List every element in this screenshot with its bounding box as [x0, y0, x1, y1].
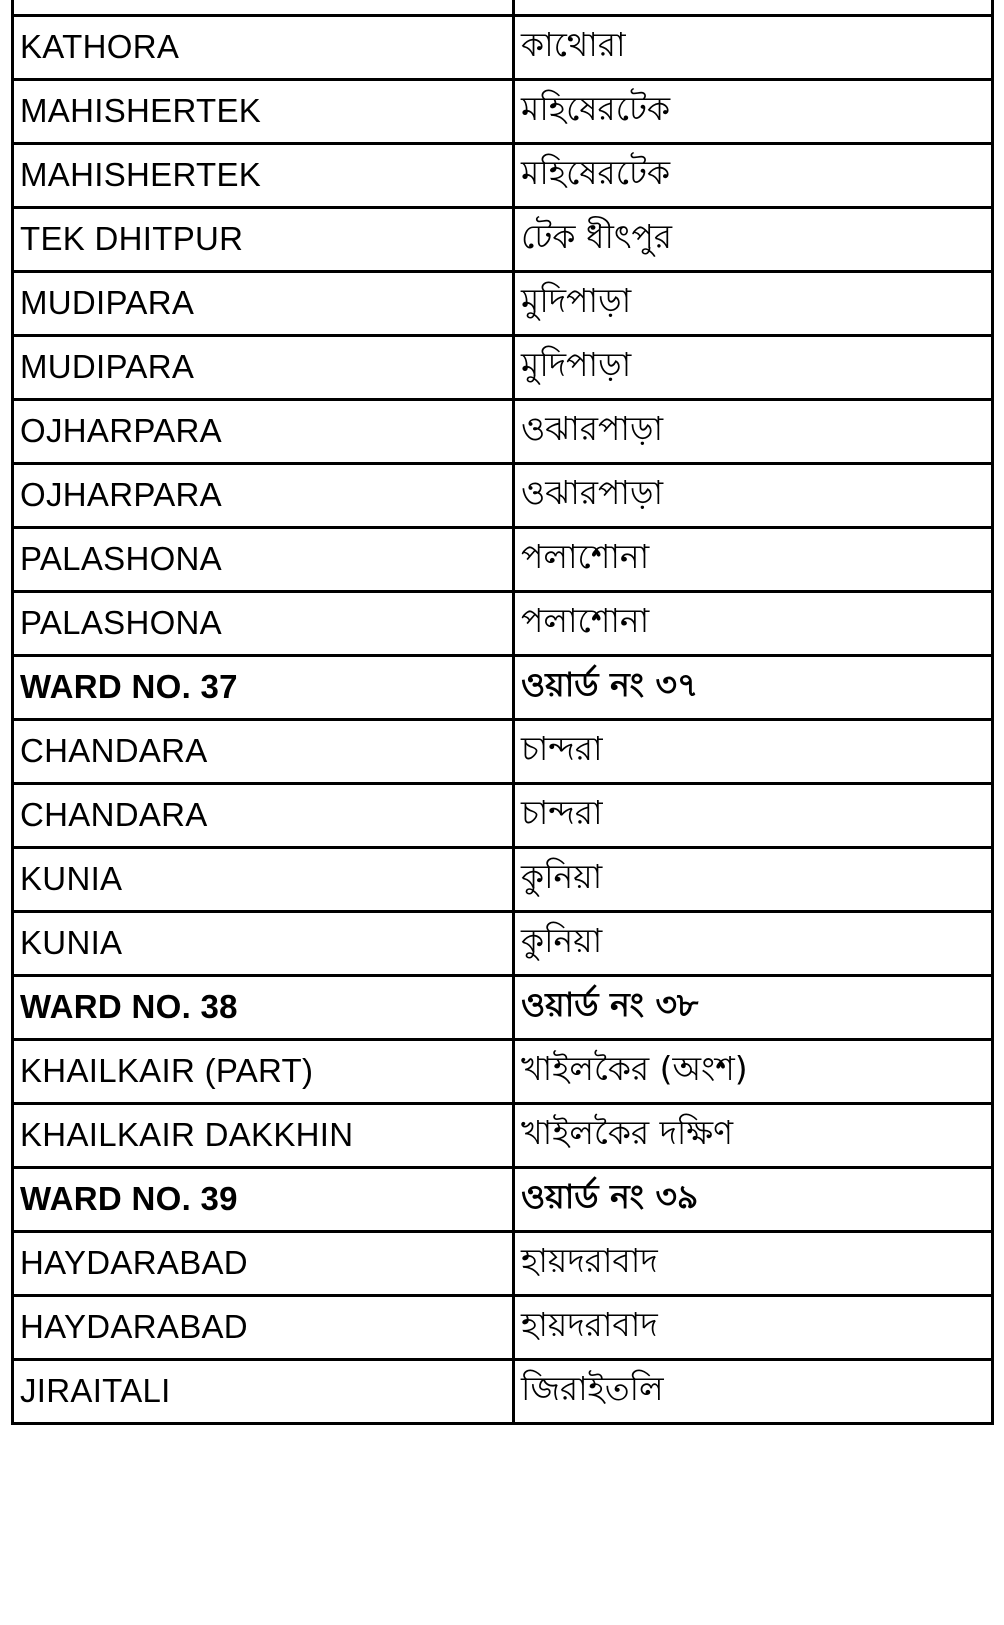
english-name-cell	[13, 271, 514, 335]
english-name-cell	[13, 527, 514, 591]
table-row	[13, 1039, 993, 1103]
place-name-english: OJHARPARA	[20, 412, 222, 449]
table-row	[13, 1103, 993, 1167]
table-row	[13, 527, 993, 591]
place-name-bengali: হায়দরাবাদ	[521, 1305, 658, 1344]
english-name-cell	[13, 719, 514, 783]
place-name-bengali: পলাশোনা	[521, 537, 650, 576]
ward-heading-row	[13, 1167, 993, 1231]
place-name-english: PALASHONA	[20, 604, 222, 641]
cut-off-cell-bengali	[514, 0, 993, 15]
place-name-bengali: হায়দরাবাদ	[521, 1241, 658, 1280]
place-name-english: TEK DHITPUR	[20, 220, 244, 257]
bengali-name-cell	[514, 783, 993, 847]
place-name-english: MUDIPARA	[20, 284, 195, 321]
place-name-english: KUNIA	[20, 924, 123, 961]
place-name-bengali: চান্দরা	[521, 793, 603, 832]
place-name-bengali: মহিষেরটেক	[521, 89, 671, 128]
place-name-bengali: মহিষেরটেক	[521, 153, 671, 192]
place-name-bengali: জিরাইতলি	[521, 1369, 664, 1408]
place-name-bengali: খাইলকৈর দক্ষিণ	[521, 1113, 734, 1152]
bengali-name-cell	[514, 591, 993, 655]
place-name-table-container	[11, 0, 991, 1425]
english-name-cell	[13, 79, 514, 143]
place-name-english: HAYDARABAD	[20, 1308, 248, 1345]
ward-label-bengali: ওয়ার্ড নং ৩৯	[521, 1177, 699, 1216]
bengali-name-cell	[514, 911, 993, 975]
place-name-table	[11, 0, 994, 1425]
ward-label-english: WARD NO. 39	[20, 1180, 238, 1217]
place-name-english: MAHISHERTEK	[20, 156, 262, 193]
cut-off-cell-english	[13, 0, 514, 15]
english-name-cell	[13, 1231, 514, 1295]
table-row	[13, 911, 993, 975]
english-name-cell	[13, 143, 514, 207]
english-name-cell	[13, 335, 514, 399]
table-row	[13, 783, 993, 847]
table-row	[13, 399, 993, 463]
english-name-cell	[13, 847, 514, 911]
english-name-cell	[13, 783, 514, 847]
bengali-name-cell	[514, 15, 993, 79]
bengali-name-cell	[514, 1231, 993, 1295]
table-row	[13, 335, 993, 399]
bengali-name-cell	[514, 1103, 993, 1167]
bengali-name-cell	[514, 1359, 993, 1423]
english-name-cell	[13, 591, 514, 655]
bengali-name-cell	[514, 527, 993, 591]
place-name-bengali: পলাশোনা	[521, 601, 650, 640]
ward-heading-row	[13, 655, 993, 719]
place-name-english: MAHISHERTEK	[20, 92, 262, 129]
bengali-name-cell	[514, 143, 993, 207]
english-name-cell	[13, 15, 514, 79]
english-name-cell	[13, 655, 514, 719]
english-name-cell	[13, 1039, 514, 1103]
english-name-cell	[13, 463, 514, 527]
place-name-english: MUDIPARA	[20, 348, 195, 385]
bengali-name-cell	[514, 271, 993, 335]
bengali-name-cell	[514, 79, 993, 143]
bengali-name-cell	[514, 719, 993, 783]
place-name-bengali: কাথোরা	[521, 25, 626, 64]
bengali-name-cell	[514, 207, 993, 271]
table-row	[13, 719, 993, 783]
english-name-cell	[13, 911, 514, 975]
place-name-english: PALASHONA	[20, 540, 222, 577]
cut-off-header-row	[13, 0, 993, 15]
english-name-cell	[13, 399, 514, 463]
english-name-cell	[13, 1359, 514, 1423]
ward-heading-row	[13, 975, 993, 1039]
place-name-bengali: মুদিপাড়া	[521, 345, 632, 384]
table-row	[13, 15, 993, 79]
place-name-english: OJHARPARA	[20, 476, 222, 513]
place-name-bengali: কুনিয়া	[521, 921, 603, 960]
place-name-bengali: খাইলকৈর (অংশ)	[521, 1049, 748, 1088]
bengali-name-cell	[514, 463, 993, 527]
place-name-bengali: কুনিয়া	[521, 857, 603, 896]
english-name-cell	[13, 1295, 514, 1359]
ward-label-bengali: ওয়ার্ড নং ৩৭	[521, 665, 699, 704]
bengali-name-cell	[514, 399, 993, 463]
table-row	[13, 463, 993, 527]
ward-label-bengali: ওয়ার্ড নং ৩৮	[521, 985, 699, 1024]
table-row	[13, 79, 993, 143]
place-name-english: CHANDARA	[20, 732, 208, 769]
place-name-bengali: ওঝারপাড়া	[521, 409, 664, 448]
place-name-bengali: ওঝারপাড়া	[521, 473, 664, 512]
table-row	[13, 207, 993, 271]
bengali-name-cell	[514, 1039, 993, 1103]
english-name-cell	[13, 1167, 514, 1231]
bengali-name-cell	[514, 975, 993, 1039]
bengali-name-cell	[514, 335, 993, 399]
table-body	[13, 0, 993, 1423]
bengali-name-cell	[514, 1167, 993, 1231]
place-name-english: HAYDARABAD	[20, 1244, 248, 1281]
table-row	[13, 591, 993, 655]
place-name-bengali: টেক ধীৎপুর	[521, 217, 673, 256]
place-name-bengali: মুদিপাড়া	[521, 281, 632, 320]
english-name-cell	[13, 1103, 514, 1167]
ward-label-english: WARD NO. 37	[20, 668, 238, 705]
english-name-cell	[13, 207, 514, 271]
english-name-cell	[13, 975, 514, 1039]
bengali-name-cell	[514, 847, 993, 911]
table-row	[13, 1359, 993, 1423]
table-row	[13, 1231, 993, 1295]
place-name-bengali: চান্দরা	[521, 729, 603, 768]
table-row	[13, 1295, 993, 1359]
ward-label-english: WARD NO. 38	[20, 988, 238, 1025]
place-name-english: KATHORA	[20, 28, 180, 65]
bengali-name-cell	[514, 1295, 993, 1359]
place-name-english: CHANDARA	[20, 796, 208, 833]
table-row	[13, 143, 993, 207]
place-name-english: KHAILKAIR DAKKHIN	[20, 1116, 354, 1153]
place-name-english: KUNIA	[20, 860, 123, 897]
table-row	[13, 271, 993, 335]
bengali-name-cell	[514, 655, 993, 719]
place-name-english: JIRAITALI	[20, 1372, 171, 1409]
place-name-english: KHAILKAIR (PART)	[20, 1052, 314, 1089]
table-row	[13, 847, 993, 911]
